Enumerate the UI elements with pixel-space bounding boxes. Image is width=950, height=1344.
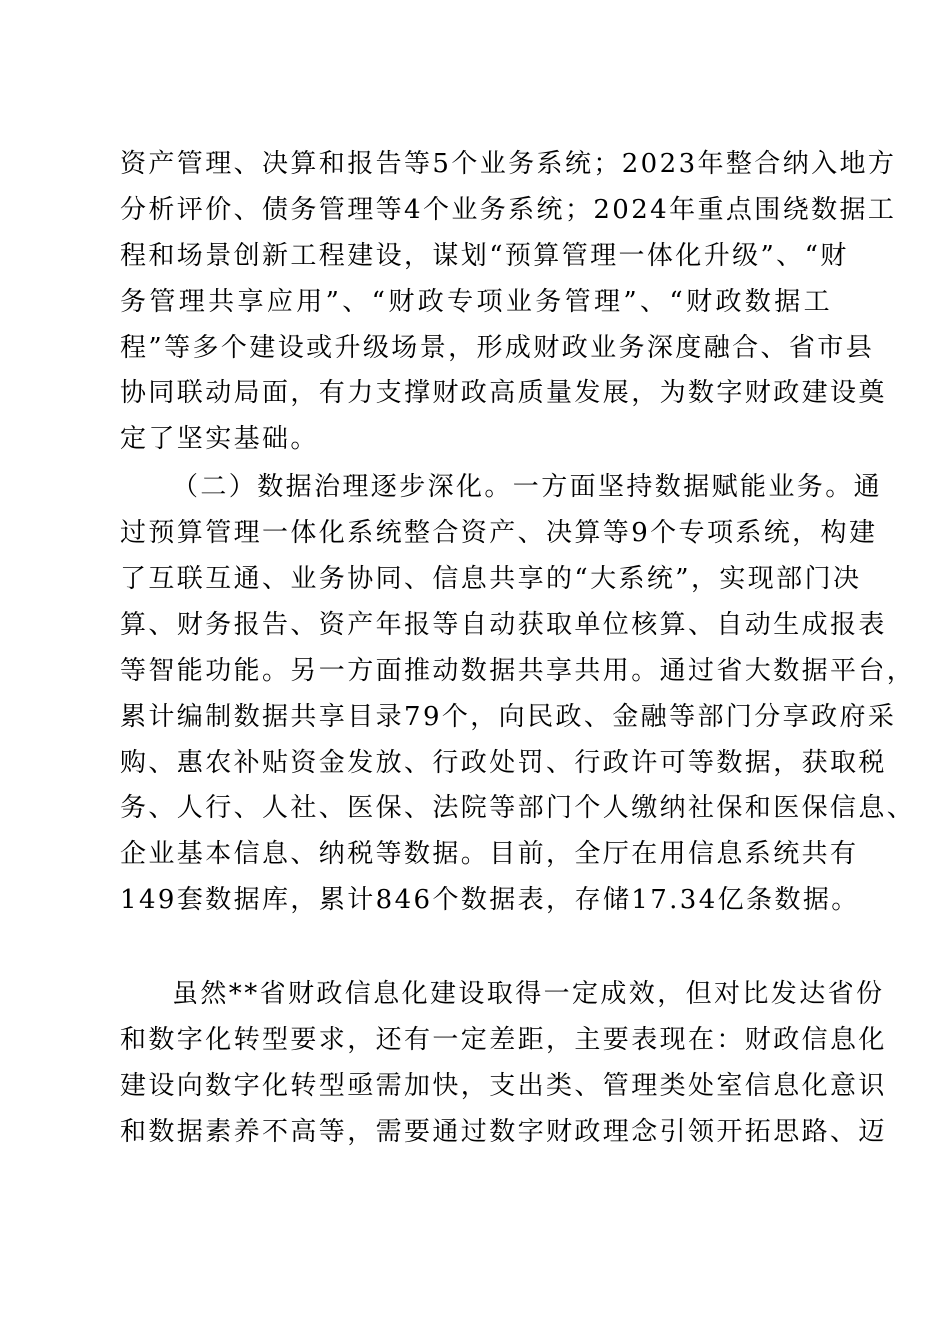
text-line: 分析评价、债务管理等4个业务系统；2024年重点围绕数据工 xyxy=(120,194,897,225)
text-line: 149套数据库，累计846个数据表，存储17.34亿条数据。 xyxy=(120,885,860,916)
text-line: 购、惠农补贴资金发放、行政处罚、行政许可等数据，获取税 xyxy=(120,747,887,778)
text-line: 程”等多个建设或升级场景，形成财政业务深度融合、省市县 xyxy=(120,332,875,363)
document-body xyxy=(120,142,916,1156)
text-line: （二）数据治理逐步深化。一方面坚持数据赋能业务。通 xyxy=(172,472,883,503)
paragraph-3 xyxy=(120,972,887,1156)
text-line: 程和场景创新工程建设，谋划“预算管理一体化升级”、“财 xyxy=(120,240,849,271)
text-line: 建设向数字化转型亟需加快，支出类、管理类处室信息化意识 xyxy=(120,1070,887,1101)
text-line: 资产管理、决算和报告等5个业务系统；2023年整合纳入地方 xyxy=(120,149,897,179)
text-line xyxy=(120,924,832,970)
text-line: 和数字化转型要求，还有一定差距，主要表现在：财政信息化 xyxy=(120,1024,887,1055)
text-line: 协同联动局面，有力支撑财政高质量发展，为数字财政建设奠 xyxy=(120,378,887,409)
text-line: 累计编制数据共享目录79个，向民政、金融等部门分享政府采 xyxy=(120,701,897,732)
text-line: 过预算管理一体化系统整合资产、决算等9个专项系统，构建 xyxy=(120,518,878,549)
paragraph-1 xyxy=(120,142,897,463)
text-line: 和数据素养不高等，需要通过数字财政理念引领开拓思路、迈 xyxy=(120,1116,887,1147)
text-line: 算、财务报告、资产年报等自动获取单位核算、自动生成报表 xyxy=(120,609,887,640)
text-line: 了互联互通、业务协同、信息共享的“大系统”，实现部门决 xyxy=(120,564,862,595)
text-line: 企业基本信息、纳税等数据。目前，全厅在用信息系统共有 xyxy=(120,839,859,870)
text-line: 务管理共享应用”、“财政专项业务管理”、“财政数据工 xyxy=(120,286,832,317)
paragraph-2 xyxy=(120,465,916,970)
text-line: 务、人行、人社、医保、法院等部门个人缴纳社保和医保信息、 xyxy=(120,793,916,824)
text-line: 虽然**省财政信息化建设取得一定成效，但对比发达省份 xyxy=(172,979,885,1010)
text-line: 等智能功能。另一方面推动数据共享共用。通过省大数据平台， xyxy=(120,655,916,686)
text-line: 定了坚实基础。 xyxy=(120,424,319,455)
